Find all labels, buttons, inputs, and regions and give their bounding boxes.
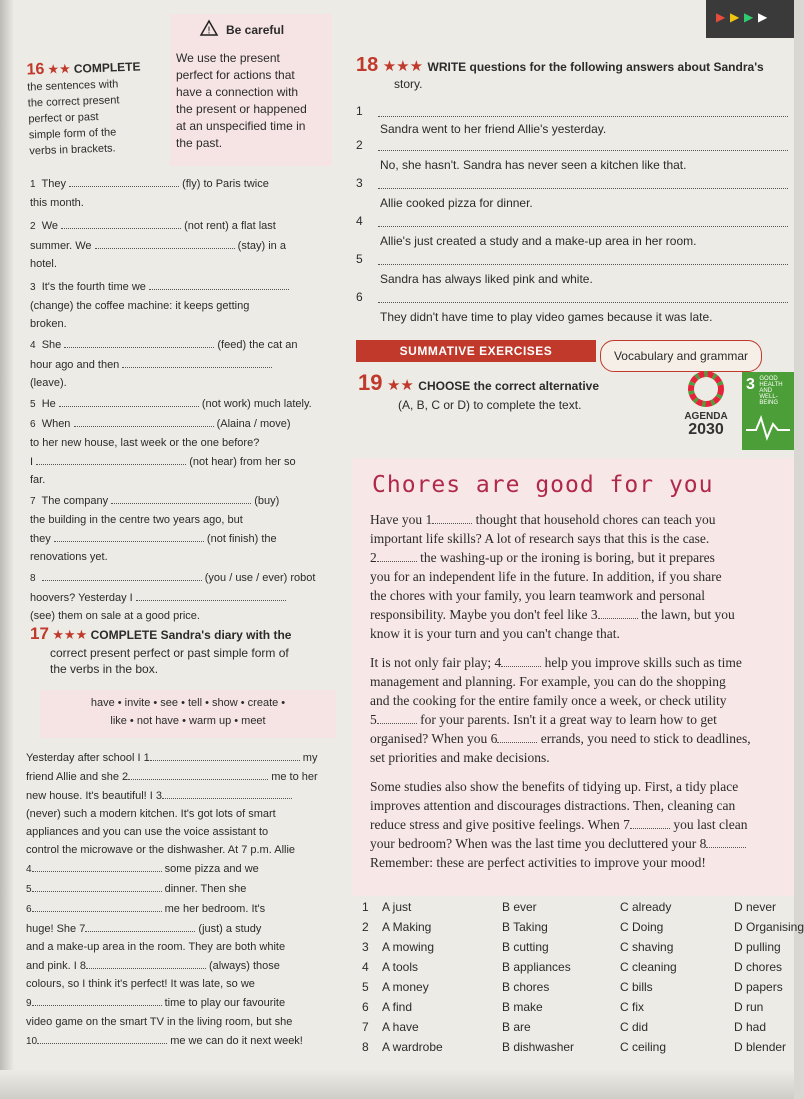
heartbeat-icon <box>746 412 790 442</box>
answer-line[interactable] <box>111 491 251 504</box>
option-c[interactable]: C bills <box>620 980 653 994</box>
answer-line[interactable] <box>59 394 199 407</box>
options-row: 7 A have B are C did D had <box>362 1020 767 1034</box>
answer-line[interactable] <box>61 216 181 229</box>
option-d[interactable]: D Organising <box>734 920 804 934</box>
options-row: 3 A mowing B cutting C shaving D pulling <box>362 940 781 954</box>
option-d[interactable]: D pulling <box>734 940 781 954</box>
answer-line[interactable] <box>162 786 292 799</box>
ex16-item: 2 We (not rent) a flat last <box>30 216 350 236</box>
answer-line[interactable] <box>32 879 162 892</box>
options-row: 4 A tools B appliances C cleaning D chores <box>362 960 783 974</box>
answer-line[interactable] <box>64 335 214 348</box>
answer-line[interactable] <box>74 414 214 427</box>
workbook-page: ▶ ▶ ▶ ▶ ! Be careful We use the present perfect for actions that have a connection with the present or happened at an unspecified time in the past. 16 ★★ COMPLETE the sentences with the correct present perfect or past simple form of the verbs in brackets. 1 They (fly) to Paris twice this month. 2 We (not rent) a flat last summer. We (stay) in a hotel. 3 It's the fourth time we (change) the coffee machine: it keeps getting broken. 4 She (feed) the cat an hour ago and then (leave). 5 He (not work) much lately. 6 When (Alaina / move) to her new house, last week or the one before? I (not hear) from her so far. 7 The company (buy) the building in the centre two years ago, but they (not finish) the renovations yet. 8 (you / use / ever) robot hoovers? Yesterday I (see) them on sale at a good price. 17 ★★★ COMPLETE Sandra's diary with the correct present perfect or past simple form of the verbs in the box. have • invite • see • tell • show • create • like • not have • warm up • meet Yesterday after school I 1 my friend Allie and she 2 me to her new house. It's beautiful! I 3 (never) such a modern kitchen. It's got lots of smart appliances and you can use the voice assistant to control the microwave or the dishwasher. At 7 p.m. Allie 4 some pizza and we 5 dinner. Then she 6 me her bedroom. It's huge! She 7 (just) a study and a make-up area in the room. They are both white and pink. I 8 (always) those colours, so I think it's perfect! It was late, so we 9 time to play our favourite video game on the smart TV in the living room, but she 10 me we can do it next week! 18 ★★★ WRITE questions for the following answers about Sandra's story. 1 Sandra went to her friend Allie's yesterday. 2 No, she hasn't. Sandra has never seen a kitchen like that. 3 Allie cooked pizza for dinner. 4 Allie's just created a study and a make-up area in her room. 5 Sandra has always liked pink and white. 6 They didn't have time to play video games because it was late. SUMMATIVE EXERCISES Vocabulary and grammar 19 ★★ CHOOSE the correct alternative (A, B, C or D) to complete the text. AGENDA 2030 3 GOOD HEALTH AND WELL-BEING Chores are good for you Have you 1 thought that household chores can teach you important life skills? A lot of research says that this is the case. 2 the washing-up or the ironing is boring, but it prepares you for an independent life in the future. In addition, if you share the chores with your family, you learn teamwork and personal responsibility. Maybe you don't feel like 3 the lawn, but you know it is your turn and you can't change that. It is not only fair play; 4 help you improve skills such as time management and planning. For example, you can do the shopping and the cooking for the entire family once a week, or check utility 5 for your parents. Isn't it a great way to learn how to get organised? When you 6 errands, you need to stick to deadlines, set priorities and make decisions. Some studies also show the benefits of tidying up. First, a tidy place improves attention and discourages distractions. Then, cleaning can reduce stress and give positive feelings. When 7 you last clean your bedroom? When was the last time you decluttered your 8 Remember: these are perfect activities to improve your mood! 1 A just B ever C already D never 2 A Making B Taking C Doing D Organising 3 A mowing B cutting C shaving D pulling 4 A tools B appliances C cleaning D chores 5 A money B chores C bills D papers 6 A find B make C fix D run 7 A have B are C did D had 8 A wardrobe B dishwasher C ceiling D blender <box>0 0 794 1099</box>
option-b[interactable]: B appliances <box>502 960 571 974</box>
gap-6[interactable] <box>497 730 537 743</box>
answer-line[interactable] <box>32 859 162 872</box>
gap-8[interactable] <box>706 835 746 848</box>
ex18-heading: 18 ★★★ WRITE questions for the following answers about Sandra's story. <box>356 54 764 91</box>
answer-line[interactable] <box>32 993 162 1006</box>
option-b[interactable]: B dishwasher <box>502 1040 575 1054</box>
ex16-item: 8 (you / use / ever) robot <box>30 568 350 588</box>
play-icon: ▶ <box>744 10 754 24</box>
be-careful-text: We use the present perfect for actions that have a connection with the present or happened at an unspecified time in the past. <box>176 51 307 150</box>
answer-line[interactable] <box>378 138 788 151</box>
gap-7[interactable] <box>630 816 670 829</box>
answer-line[interactable] <box>150 748 300 761</box>
ex18-items <box>356 104 792 166</box>
answer-line[interactable] <box>378 290 788 303</box>
answer-line[interactable] <box>378 104 788 117</box>
answer-line[interactable] <box>95 236 235 249</box>
option-b[interactable]: B ever <box>502 900 537 914</box>
ex16-item: 4 She (feed) the cat an <box>30 335 350 355</box>
verb-box: have • invite • see • tell • show • create • like • not have • warm up • meet <box>40 690 336 738</box>
answer-line[interactable] <box>69 174 179 187</box>
option-b[interactable]: B are <box>502 1020 531 1034</box>
answer-line[interactable] <box>86 956 206 969</box>
agenda-2030-logo: AGENDA 2030 <box>676 372 736 452</box>
option-c[interactable]: C shaving <box>620 940 674 954</box>
option-a[interactable]: A tools <box>382 960 419 974</box>
options-table <box>352 900 804 1060</box>
option-c[interactable]: C already <box>620 900 672 914</box>
sdg-goal-3-badge: 3 GOOD HEALTH AND WELL-BEING <box>742 372 794 450</box>
option-d[interactable]: D had <box>734 1020 767 1034</box>
option-a[interactable]: A mowing <box>382 940 435 954</box>
be-careful-title: Be careful <box>226 23 285 37</box>
ex16-item: 6 When (Alaina / move) <box>30 414 350 434</box>
answer-line[interactable] <box>42 568 202 581</box>
option-c[interactable]: C Doing <box>620 920 664 934</box>
options-row: 8 A wardrobe B dishwasher C ceiling D blender <box>362 1040 787 1054</box>
option-c[interactable]: C did <box>620 1020 649 1034</box>
play-icon: ▶ <box>716 10 726 24</box>
option-b[interactable]: B Taking <box>502 920 548 934</box>
answer-line[interactable] <box>378 214 788 227</box>
ex19-heading: 19 ★★ CHOOSE the correct alternative (A, B, C or D) to complete the text. <box>358 370 600 412</box>
answer-line[interactable] <box>136 588 286 601</box>
ex17-heading: 17 ★★★ COMPLETE Sandra's diary with the correct present perfect or past simple form of the verbs in the box. <box>30 624 292 676</box>
answer-line[interactable] <box>32 899 162 912</box>
gap-4[interactable] <box>501 654 541 667</box>
ex16-item: 3 It's the fourth time we <box>30 277 350 297</box>
answer-line[interactable] <box>37 1031 167 1044</box>
option-a[interactable]: A money <box>382 980 429 994</box>
answer-line[interactable] <box>149 277 289 290</box>
option-b[interactable]: B cutting <box>502 940 549 954</box>
option-c[interactable]: C fix <box>620 1000 644 1014</box>
ex16-heading: 16 ★★ COMPLETE the sentences with the correct present perfect or past simple form of the verbs in brackets. <box>26 59 141 158</box>
answer-line[interactable] <box>378 176 788 189</box>
option-b[interactable]: B make <box>502 1000 543 1014</box>
play-icon: ▶ <box>758 10 768 24</box>
answer-line[interactable] <box>85 919 195 932</box>
gap-2[interactable] <box>377 549 417 562</box>
gap-1[interactable] <box>432 511 472 524</box>
page-bottom-shadow <box>0 1070 794 1099</box>
sdg-wheel-icon <box>689 372 723 406</box>
article-title: Chores are good for you <box>372 472 714 498</box>
answer-line[interactable] <box>122 355 272 368</box>
corner-graphic <box>706 0 794 38</box>
options-row: 2 A Making B Taking C Doing D Organising <box>362 920 804 934</box>
option-d[interactable]: D chores <box>734 960 783 974</box>
play-icon: ▶ <box>730 10 740 24</box>
gap-3[interactable] <box>598 606 638 619</box>
option-d[interactable]: D run <box>734 1000 764 1014</box>
summative-label: SUMMATIVE EXERCISES <box>356 340 596 362</box>
ex16-item: 5 He (not work) much lately. <box>30 394 350 414</box>
diary-text: Yesterday after school I 1 my friend Allie and she 2 me to her new house. It's beautiful! I 3 (never) such a modern kitchen. It's got lots of smart appliances and you can use the voice assistant to control the microwave or the dishwasher. At 7 p.m. Allie 4 some pizza and we 5 dinner. Then she 6 me her bedroom. It's huge! She 7 (just) a study and a make-up area in the room. They are both white and pink. I 8 (always) those colours, so I think it's perfect! It was late, so we 9 time to play our favourite video game on the smart TV in the living room, but she 10 me we can do it next week! <box>26 748 346 1051</box>
options-row: 1 A just B ever C already D never <box>362 900 777 914</box>
option-c[interactable]: C cleaning <box>620 960 677 974</box>
option-d[interactable]: D papers <box>734 980 783 994</box>
option-b[interactable]: B chores <box>502 980 550 994</box>
option-a[interactable]: A just <box>382 900 412 914</box>
option-d[interactable]: D never <box>734 900 777 914</box>
option-c[interactable]: C ceiling <box>620 1040 667 1054</box>
options-row: 6 A find B make C fix D run <box>362 1000 764 1014</box>
ex16-item: 1 They (fly) to Paris twice <box>30 174 350 194</box>
answer-line[interactable] <box>128 767 268 780</box>
ex18-item: 1 Sandra went to her friend Allie's yesterday. <box>356 104 792 166</box>
svg-text:!: ! <box>206 25 212 37</box>
ex16-items: 1 They (fly) to Paris twice this month. 2 We (not rent) a flat last summer. We (stay) in a hotel. 3 It's the fourth time we (change) the coffee machine: it keeps getting broken. 4 She (feed) the cat an hour ago and then (leave). 5 He (not work) much lately. 6 When (Alaina / move) to her new house, last week or the one before? I (not hear) from her so far. 7 The company (buy) the building in the centre two years ago, but they (not finish) the renovations yet. 8 (you / use / ever) robot hoovers? Yesterday I (see) them on sale at a good price. <box>30 174 350 625</box>
warning-icon <box>200 20 218 36</box>
be-careful-box <box>170 14 332 166</box>
gap-5[interactable] <box>377 711 417 724</box>
vocab-grammar-tag: Vocabulary and grammar <box>600 340 762 372</box>
answer-line[interactable] <box>378 252 788 265</box>
option-d[interactable]: D blender <box>734 1040 787 1054</box>
ex16-item: 7 The company (buy) <box>30 491 350 511</box>
option-a[interactable]: A Making <box>382 920 432 934</box>
answer-line[interactable] <box>36 452 186 465</box>
answer-line[interactable] <box>54 529 204 542</box>
page-gutter-shadow <box>0 0 14 1099</box>
article-body: Have you 1 thought that household chores can teach you important life skills? A lot of research says that this is the case. 2 the washing-up or the ironing is boring, but it prepares you for an independent life in the future. In addition, if you share the chores with your family, you learn teamwork and personal responsibility. Maybe you don't feel like 3 the lawn, but you know it is your turn and you can't change that. It is not only fair play; 4 help you improve skills such as time management and planning. For example, you can do the shopping and the cooking for the entire family once a week, or check utility 5 for your parents. Isn't it a great way to learn how to get organised? When you 6 errands, you need to stick to deadlines, set priorities and make decisions. Some studies also show the benefits of tidying up. First, a tidy place improves attention and discourages distractions. Then, cleaning can reduce stress and give positive feelings. When 7 you last clean your bedroom? When was the last time you decluttered your 8 Remember: these are perfect activities to improve your mood! <box>370 512 751 870</box>
option-a[interactable]: A have <box>382 1020 419 1034</box>
option-a[interactable]: A find <box>382 1000 413 1014</box>
article-panel <box>352 458 794 896</box>
option-a[interactable]: A wardrobe <box>382 1040 443 1054</box>
options-row: 5 A money B chores C bills D papers <box>362 980 783 994</box>
